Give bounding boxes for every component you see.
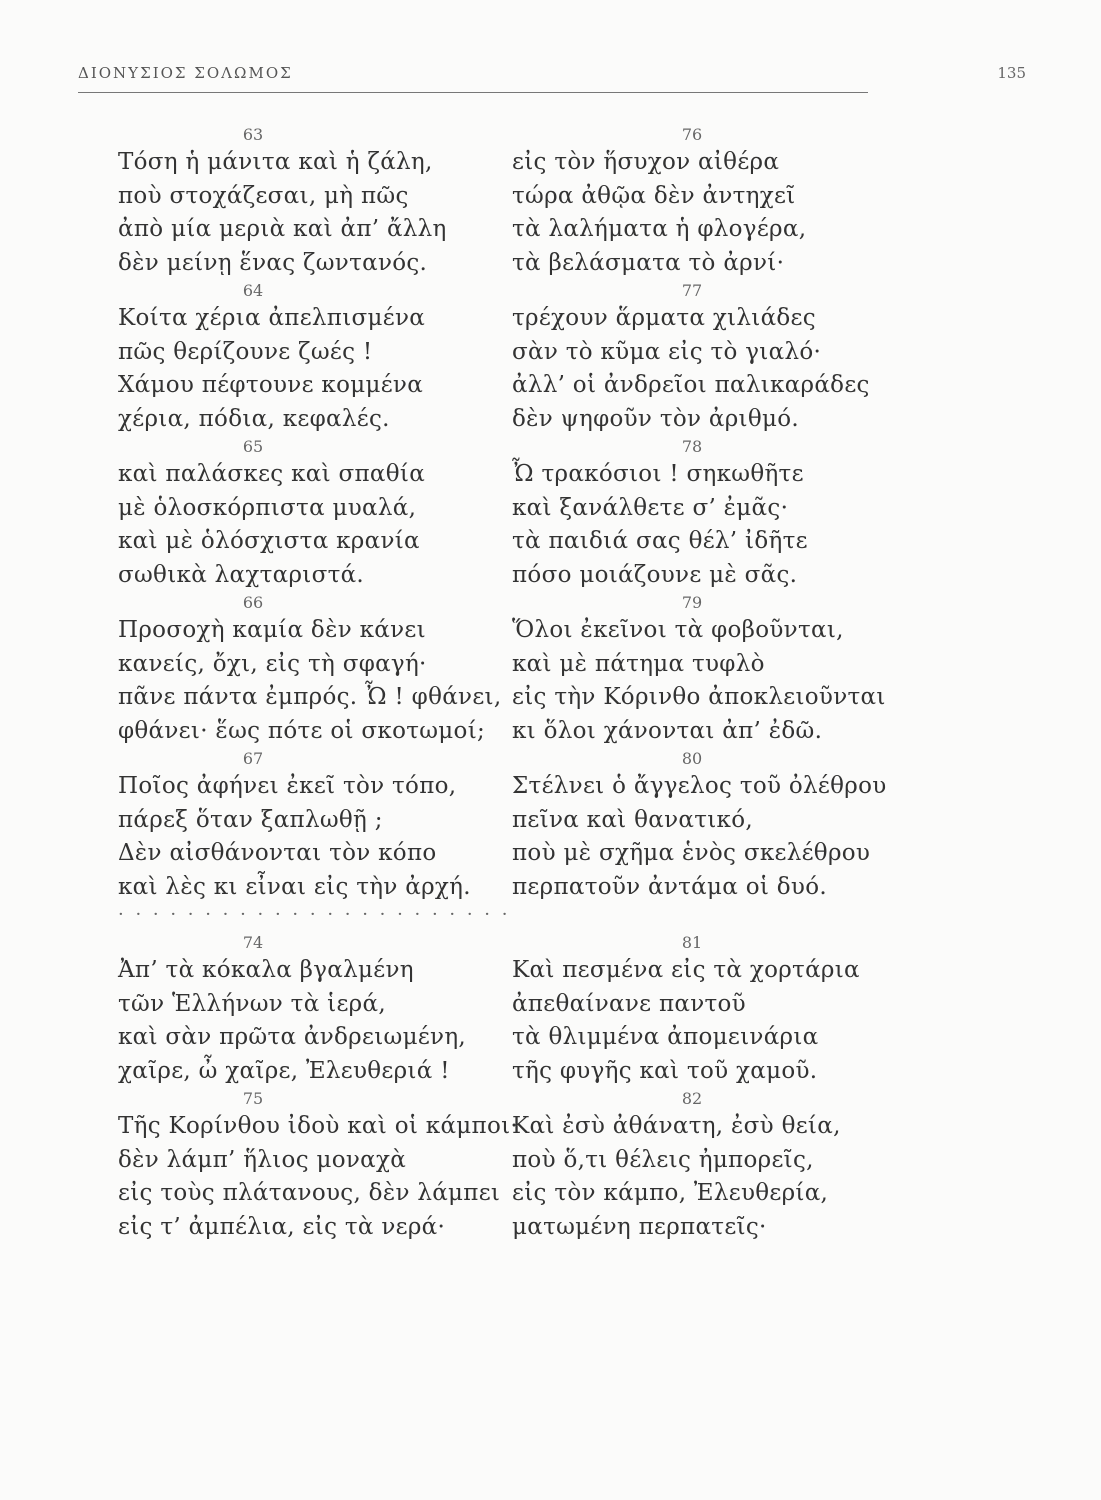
stanza-number: 82 xyxy=(681,1089,703,1108)
verse-line: τώρα ἀθῷα δὲν ἀντηχεῖ xyxy=(512,182,796,209)
stanza-78 xyxy=(512,436,932,592)
verse-line: Ποῖος ἀφήνει ἐκεῖ τὸν τόπο, xyxy=(118,773,457,799)
verse-line: καὶ μὲ ὁλόσχιστα κρανία xyxy=(118,528,420,554)
verse-line: δὲν μείνῃ ἕνας ζωντανός. xyxy=(118,249,428,276)
stanza-79 xyxy=(512,592,932,748)
stanza-number: 67 xyxy=(242,749,264,768)
verse-line: πεῖνα καὶ θανατικό, xyxy=(512,806,753,833)
verse-line: καὶ παλάσκες καὶ σπαθία xyxy=(118,461,426,487)
verse-line: ἀπεθαίνανε παντοῦ xyxy=(512,990,746,1017)
verse-line: ἀπὸ μία μεριὰ καὶ ἀπ’ ἄλλη xyxy=(118,216,447,242)
verse-line: Δὲν αἰσθάνονται τὸν κόπο xyxy=(118,840,437,866)
verse-line: χαῖρε, ὦ χαῖρε, Ἐλευθεριά ! xyxy=(118,1057,450,1084)
verse-line: χέρια, πόδια, κεφαλές. xyxy=(118,405,390,432)
omission-dots: · · · · · · · · · · · · · · · · · · · · · · · xyxy=(118,904,511,925)
verse-line: φθάνει· ἕως πότε οἱ σκοτωμοί; xyxy=(118,717,486,744)
verse-line: Τῆς Κορίνθου ἰδοὺ καὶ οἱ κάμποι· xyxy=(118,1113,519,1139)
stanza-63 xyxy=(118,124,538,280)
stanza-77 xyxy=(512,280,932,436)
stanza-number: 76 xyxy=(681,125,703,144)
verse-line: καὶ λὲς κι εἶναι εἰς τὴν ἀρχή. xyxy=(118,873,471,900)
left-column xyxy=(118,124,538,1244)
verse-line: σὰν τὸ κῦμα εἰς τὸ γιαλό· xyxy=(512,338,822,365)
page-header xyxy=(78,62,1026,92)
verse-line: πάρεξ ὅταν ξαπλωθῇ ; xyxy=(118,806,383,833)
verse-line: Στέλνει ὁ ἄγγελος τοῦ ὀλέθρου xyxy=(512,773,887,799)
stanza-number: 80 xyxy=(681,749,703,768)
verse-line: περπατοῦν ἀντάμα οἱ δυό. xyxy=(512,873,827,900)
verse-line: καὶ μὲ πάτημα τυφλὸ xyxy=(512,650,765,677)
stanza-82 xyxy=(512,1088,932,1244)
stanza-75 xyxy=(118,1088,538,1244)
verse-line: Καὶ πεσμένα εἰς τὰ χορτάρια xyxy=(512,957,860,983)
verse-line: τῆς φυγῆς καὶ τοῦ χαμοῦ. xyxy=(512,1057,818,1084)
verse-line: τρέχουν ἅρματα χιλιάδες xyxy=(512,305,816,331)
verse-line: εἰς τὸν ἥσυχον αἰθέρα xyxy=(512,149,780,175)
stanza-number: 77 xyxy=(681,281,703,300)
stanza-number: 75 xyxy=(242,1089,264,1108)
verse-line: εἰς τοὺς πλάτανους, δὲν λάμπει xyxy=(118,1180,501,1206)
verse-line: δὲν λάμπ’ ἥλιος μοναχὰ xyxy=(118,1146,407,1173)
stanza-number: 74 xyxy=(242,933,264,952)
stanza-number: 65 xyxy=(242,437,264,456)
stanza-65 xyxy=(118,436,538,592)
verse-line: εἰς τ’ ἀμπέλια, εἰς τὰ νερά· xyxy=(118,1213,446,1240)
verse-line: ματωμένη περπατεῖς· xyxy=(512,1213,767,1240)
stanza-number: 81 xyxy=(681,933,703,952)
verse-line: εἰς τὸν κάμπο, Ἐλευθερία, xyxy=(512,1180,829,1206)
verse-line: τὰ λαλήματα ἡ φλογέρα, xyxy=(512,216,807,242)
page-number: 135 xyxy=(997,64,1026,82)
verse-line: Ἀπ’ τὰ κόκαλα βγαλμένη xyxy=(118,957,414,983)
verse-line: μὲ ὁλοσκόρπιστα μυαλά, xyxy=(118,494,417,521)
verse-line: τὰ θλιμμένα ἀπομεινάρια xyxy=(512,1024,819,1050)
stanza-number: 63 xyxy=(242,125,264,144)
stanza-66 xyxy=(118,592,538,748)
stanza-number: 64 xyxy=(242,281,264,300)
verse-line: κι ὅλοι χάνονται ἀπ’ ἐδῶ. xyxy=(512,717,823,744)
verse-line: καὶ ξανάλθετε σ’ ἐμᾶς· xyxy=(512,494,789,521)
verse-line: ποὺ στοχάζεσαι, μὴ πῶς xyxy=(118,182,409,209)
verse-line: ποὺ ὅ,τι θέλεις ἠμπορεῖς, xyxy=(512,1146,814,1173)
verse-line: Χάμου πέφτουνε κομμένα xyxy=(118,372,424,398)
verse-line: τὰ βελάσματα τὸ ἀρνί· xyxy=(512,249,785,276)
verse-line: τῶν Ἑλλήνων τὰ ἱερά, xyxy=(118,990,386,1017)
verse-line: καὶ σὰν πρῶτα ἀνδρειωμένη, xyxy=(118,1024,467,1050)
stanza-81 xyxy=(512,932,932,1088)
verse-line: Ὅλοι ἐκεῖνοι τὰ φοβοῦνται, xyxy=(512,617,844,643)
right-column xyxy=(512,124,932,1244)
header-rule xyxy=(78,92,868,93)
verse-line: Κοίτα χέρια ἀπελπισμένα xyxy=(118,305,426,331)
verse-line: ἀλλ’ οἱ ἀνδρεῖοι παλικαράδες xyxy=(512,372,870,398)
verse-line: σωθικὰ λαχταριστά. xyxy=(118,561,365,588)
verse-line: πᾶνε πάντα ἐμπρός. Ὦ ! φθάνει, xyxy=(118,684,502,710)
verse-line: κανείς, ὄχι, εἰς τὴ σφαγή· xyxy=(118,650,427,677)
stanza-64 xyxy=(118,280,538,436)
stanza-74 xyxy=(118,932,538,1088)
verse-line: Τόση ἡ μάνιτα καὶ ἡ ζάλη, xyxy=(118,149,433,175)
stanza-67 xyxy=(118,748,538,904)
running-head-title: ΔΙΟΝΥΣΙΟΣ ΣΟΛΩΜΟΣ xyxy=(78,64,293,82)
stanza-80 xyxy=(512,748,932,904)
stanza-76 xyxy=(512,124,932,280)
verse-line: τὰ παιδιά σας θέλ’ ἰδῆτε xyxy=(512,528,808,554)
verse-line: πόσο μοιάζουνε μὲ σᾶς. xyxy=(512,561,798,588)
verse-line: ποὺ μὲ σχῆμα ἑνὸς σκελέθρου xyxy=(512,840,871,866)
verse-line: Προσοχὴ καμία δὲν κάνει xyxy=(118,617,426,643)
verse-line: δὲν ψηφοῦν τὸν ἀριθμό. xyxy=(512,405,800,432)
verse-line: Ὦ τρακόσιοι ! σηκωθῆτε xyxy=(512,461,804,487)
stanza-number: 78 xyxy=(681,437,703,456)
verse-line: εἰς τὴν Κόρινθο ἀποκλειοῦνται xyxy=(512,684,886,710)
verse-line: Καὶ ἐσὺ ἀθάνατη, ἐσὺ θεία, xyxy=(512,1113,841,1139)
verse-line: πῶς θερίζουνε ζωές ! xyxy=(118,338,373,365)
stanza-number: 79 xyxy=(681,593,703,612)
stanza-number: 66 xyxy=(242,593,264,612)
